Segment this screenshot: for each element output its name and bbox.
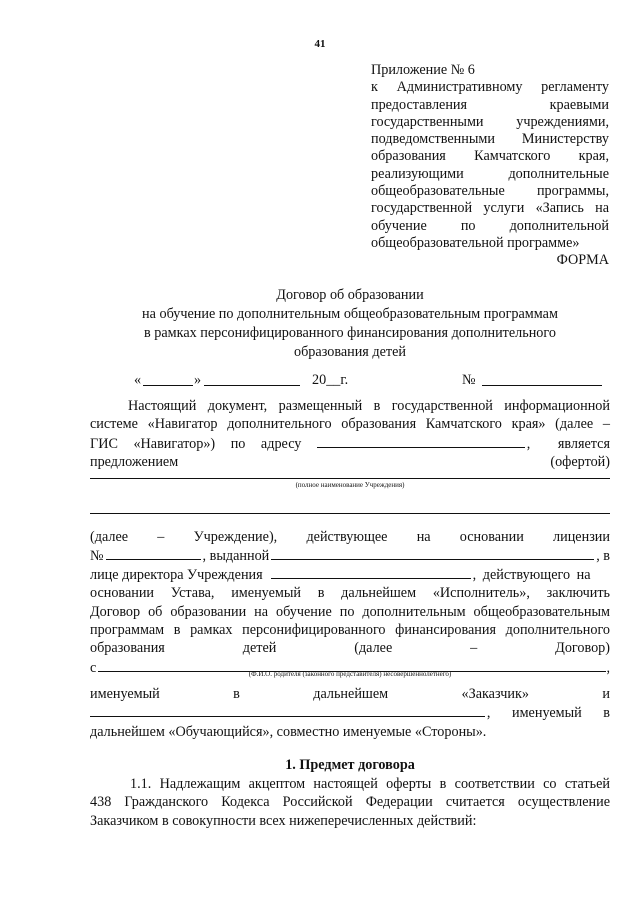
intro-paragraph — [90, 397, 610, 472]
address-field[interactable] — [317, 434, 524, 448]
appendix-title: Приложение № 6 — [371, 62, 475, 78]
appendix-line: обучение по дополнительной — [371, 217, 609, 234]
institution-name-field[interactable] — [90, 478, 610, 479]
body-line: программам в рамках персонифицированного финансирования дополнительного — [90, 622, 610, 639]
title-line: в рамках персонифицированного финансирования дополнительного — [144, 325, 556, 341]
institution-name-field-2[interactable] — [90, 513, 610, 514]
body-line: основании Устава, именуемый в дальнейшем «Исполнитель», заключить — [90, 585, 610, 602]
appendix-line: государственными учреждениями, — [371, 113, 609, 130]
body-text: , действующего на — [472, 566, 591, 583]
appendix-line: к Административному регламенту — [371, 79, 609, 96]
body-paragraph — [90, 528, 610, 677]
intro-line-address — [90, 434, 610, 453]
intro-line: Настоящий документ, размещенный в государственной информационной — [128, 398, 610, 414]
intro-line-offer — [90, 453, 610, 471]
body-text: лице директора Учреждения — [90, 566, 263, 583]
body-text: № — [90, 548, 104, 565]
appendix-line: общеобразовательной программе» — [371, 234, 580, 251]
student-name-field[interactable] — [90, 703, 485, 717]
date-open-quote: « — [134, 372, 142, 388]
body-line: образования детей (далее – Договор) — [90, 640, 610, 657]
date-close-quote: » — [194, 372, 202, 388]
title-line: на обучение по дополнительным общеобразовательным программам — [142, 306, 558, 322]
intro-text: , является — [526, 435, 610, 452]
body-line-director — [90, 566, 610, 584]
intro-text: ГИС «Навигатор») по адресу — [90, 435, 302, 452]
title-line: Договор об образовании — [276, 287, 424, 303]
body2-line: именуемый в дальнейшем «Заказчик» и — [90, 686, 610, 702]
body2-line-student — [90, 703, 610, 722]
number-label: № — [462, 372, 476, 388]
appendix-line: реализующими дополнительные — [371, 165, 609, 182]
intro-text: предложением — [90, 454, 179, 471]
appendix-line: предоставления краевыми — [371, 96, 609, 113]
body-text: , — [606, 659, 610, 676]
body2-text: , именуемый в — [486, 705, 610, 722]
form-label: ФОРМА — [556, 252, 609, 269]
body-line-license — [90, 546, 610, 565]
document-title — [90, 286, 610, 362]
day-field[interactable] — [143, 373, 193, 386]
section-1-line: Заказчиком в совокупности всех нижеперечисленных действий: — [90, 812, 477, 829]
section-1-line: 438 Гражданского Кодекса Российской Федерации считается осуществление — [90, 794, 610, 811]
section-1-title: 1. Предмет договора — [285, 757, 415, 773]
body-line: (далее – Учреждение), действующее на основании лицензии — [90, 529, 610, 545]
month-field[interactable] — [204, 373, 300, 386]
page-number: 41 — [314, 38, 326, 50]
body2-line: дальнейшем «Обучающийся», совместно именуемые «Стороны». — [90, 723, 487, 740]
director-field[interactable] — [271, 566, 471, 579]
appendix-line: образования Камчатского края, — [371, 148, 609, 165]
title-line: образования детей — [294, 344, 406, 360]
appendix-line: государственной услуги «Запись на — [371, 200, 609, 217]
body-text: , в — [596, 548, 610, 565]
appendix-block — [371, 62, 609, 270]
institution-caption: (полное наименование Учреждения) — [295, 481, 405, 489]
intro-text: (офертой) — [550, 454, 610, 471]
license-number-field[interactable] — [106, 547, 201, 560]
parties-paragraph — [90, 685, 610, 741]
parent-caption: (Ф.И.О. родителя (законного представителя) несовершеннолетнего) — [248, 670, 452, 678]
year-field[interactable]: 20__г. — [312, 372, 349, 388]
section-1-line: 1.1. Надлежащим акцептом настоящей оферты в соответствии со статьей — [130, 776, 610, 792]
body-text: , выданной — [202, 548, 270, 565]
body-text: с — [90, 659, 97, 676]
contract-number-field[interactable] — [482, 373, 602, 386]
appendix-line: общеобразовательные программы, — [371, 183, 609, 200]
appendix-line: подведомственными Министерству — [371, 131, 609, 148]
intro-line: системе «Навигатор дополнительного образования Камчатского края» (далее – — [90, 416, 610, 433]
license-issuer-field[interactable] — [271, 546, 594, 560]
section-1-paragraph — [90, 775, 610, 830]
body-line: Договор об образовании на обучение по дополнительным общеобразовательным — [90, 603, 610, 620]
